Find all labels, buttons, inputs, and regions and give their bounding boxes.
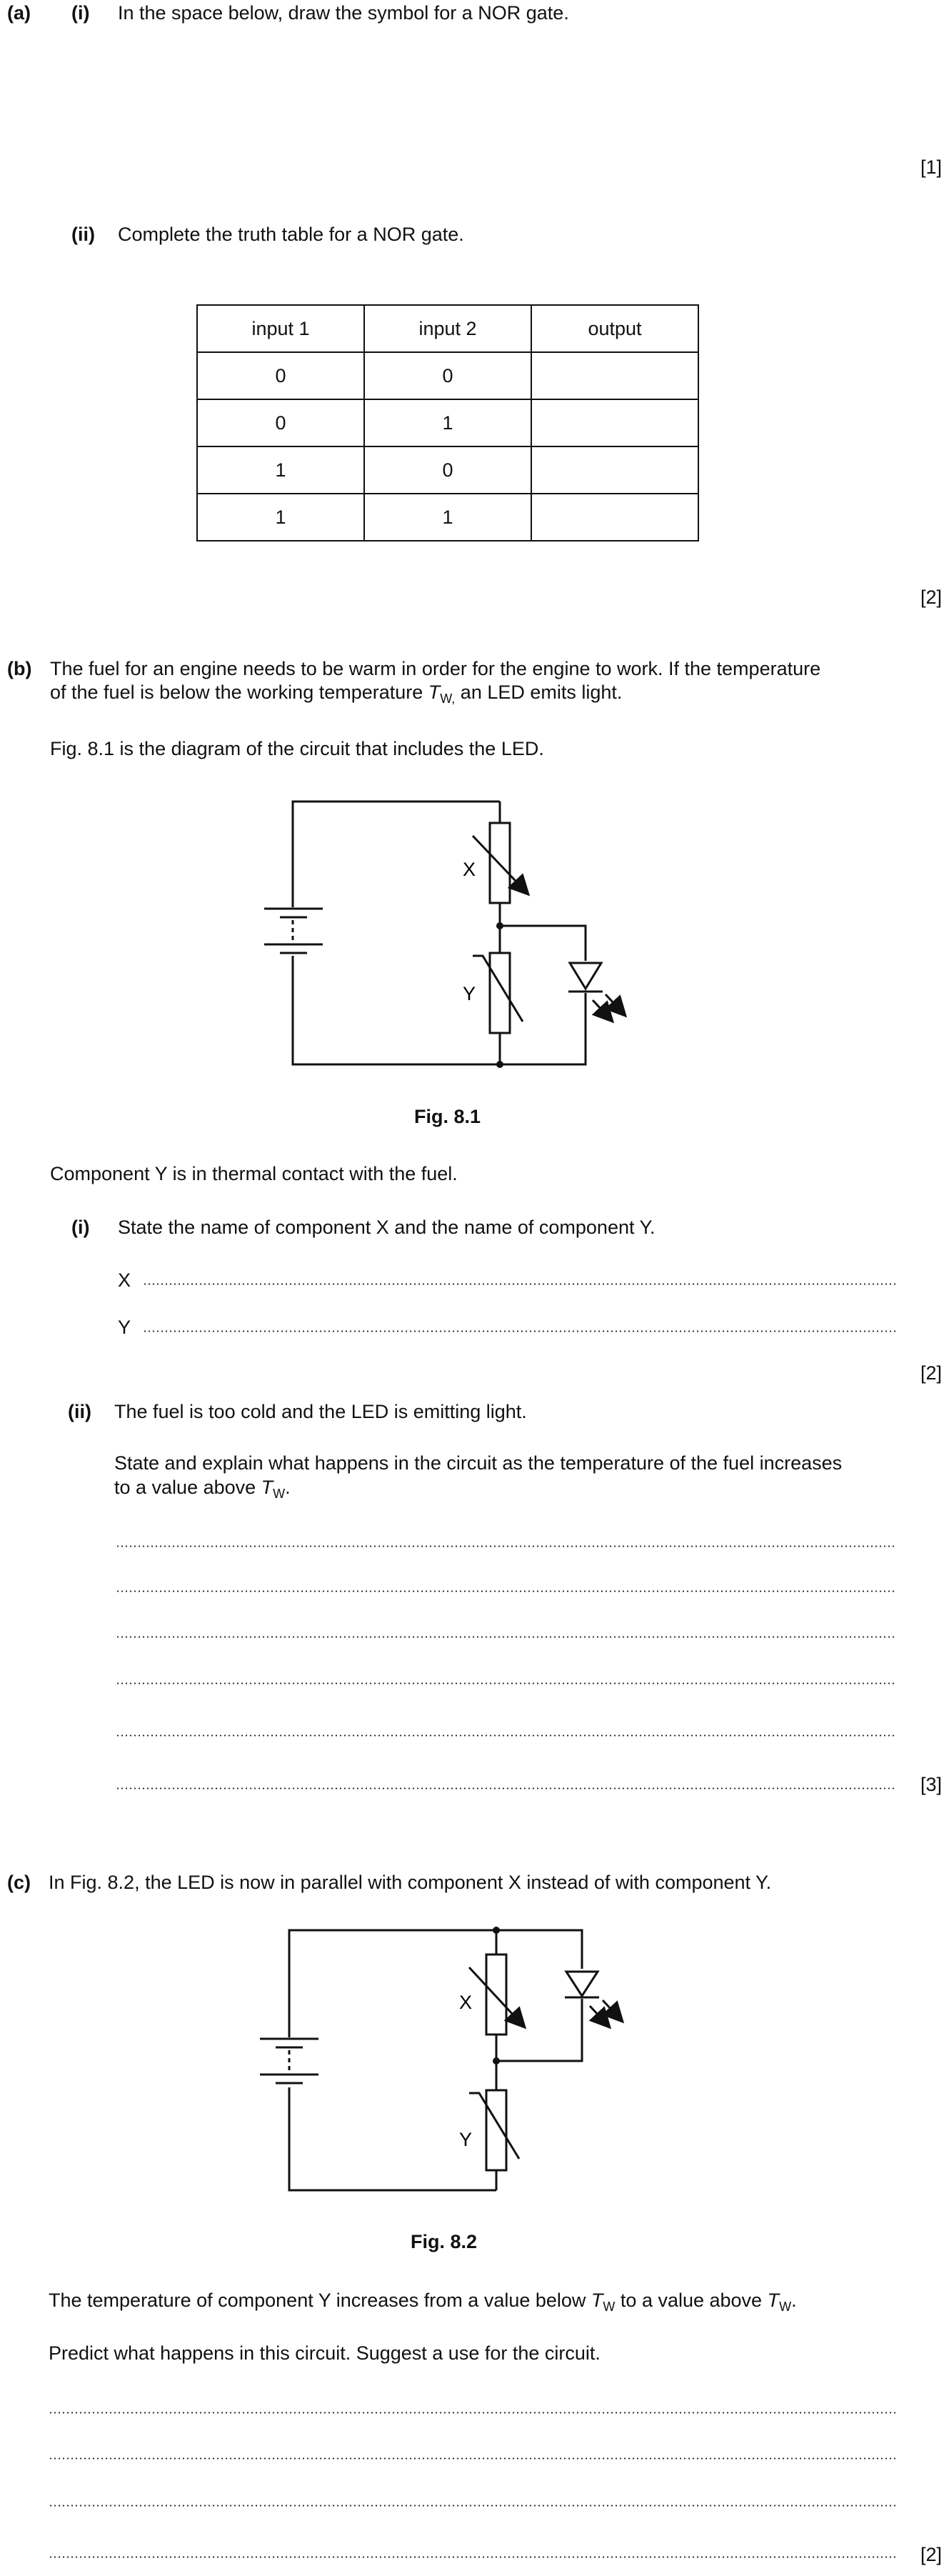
answer-line[interactable] [116,1590,895,1592]
truth-table-output-cell[interactable] [531,446,698,494]
fig-8-1-caption: Fig. 8.1 [414,1106,481,1127]
truth-table-row [197,494,698,541]
part-b-ii-question-line2: to a value above $T_W$. [114,1477,291,1501]
part-b-ii-statement: The fuel is too cold and the LED is emitting light. [114,1401,527,1422]
part-a-ii-marks: [2] [920,586,942,608]
part-c-temperature-text: The temperature of component Y increases from a value below $T_W$ to a value above $T_W$. [49,2290,797,2314]
truth-table-row [197,399,698,446]
part-c-intro: In Fig. 8.2, the LED is now in parallel with component X instead of with component Y. [49,1872,772,1893]
truth-table-output-cell[interactable] [531,352,698,399]
answer-line-y[interactable] [143,1330,898,1332]
truth-table-cell: 1 [197,446,364,494]
answer-line-x[interactable] [143,1283,898,1285]
part-b-i-question: State the name of component X and the name of component Y. [118,1217,656,1238]
part-b-thermal-text: Component Y is in thermal contact with the fuel. [50,1163,458,1184]
truth-table-cell: 1 [197,494,364,541]
part-a-ii-label: (ii) [71,224,95,245]
truth-table-cell: 0 [364,352,531,399]
answer-line[interactable] [116,1787,895,1789]
truth-table-cell: 0 [197,352,364,399]
truth-table-row [197,446,698,494]
part-a-ii-question: Complete the truth table for a NOR gate. [118,224,464,245]
answer-line[interactable] [116,1682,895,1684]
truth-table-cell: 1 [364,494,531,541]
part-b-i-label: (i) [71,1217,90,1238]
part-a-i-label: (i) [71,2,90,24]
answer-line[interactable] [49,2556,895,2558]
truth-table-header: input 1 [197,305,364,352]
answer-line[interactable] [49,2505,895,2507]
truth-table-cell: 0 [197,399,364,446]
answer-line[interactable] [49,2457,895,2460]
answer-y-label: Y [118,1317,131,1338]
answer-line[interactable] [116,1734,895,1737]
answer-x-label: X [118,1269,131,1291]
truth-table-header: input 2 [364,305,531,352]
truth-table-header-row [197,305,698,352]
part-a-i-marks: [1] [920,156,942,178]
truth-table-output-cell[interactable] [531,494,698,541]
nor-truth-table [196,304,699,541]
part-a-i-question: In the space below, draw the symbol for a NOR gate. [118,2,569,24]
part-c-label: (c) [7,1872,31,1893]
part-b-ii-question-line1: State and explain what happens in the circuit as the temperature of the fuel increases [114,1452,843,1474]
part-c-predict-question: Predict what happens in this circuit. Suggest a use for the circuit. [49,2342,601,2364]
part-c-marks: [2] [920,2544,942,2565]
answer-line[interactable] [49,2412,895,2414]
truth-table-output-cell[interactable] [531,399,698,446]
circuit-diagram-fig-8-1 [243,786,650,1086]
part-a-label: (a) [7,2,31,24]
answer-line[interactable] [116,1636,895,1638]
fig-8-2-caption: Fig. 8.2 [411,2231,478,2252]
truth-table-cell: 1 [364,399,531,446]
circuit-diagram-fig-8-2 [243,1914,650,2215]
part-b-intro-line2: of the fuel is below the working temperature $T_{W,}$ an LED emits light. [50,682,623,706]
part-b-i-marks: [2] [920,1362,942,1384]
truth-table-cell: 0 [364,446,531,494]
part-b-label: (b) [7,658,32,679]
component-x-label: X [463,859,476,880]
component-y-label: Y [459,2129,473,2150]
answer-line[interactable] [116,1545,895,1547]
truth-table-header: output [531,305,698,352]
part-b-intro-line1: The fuel for an engine needs to be warm in order for the engine to work. If the temperature [50,658,821,679]
part-b-ii-label: (ii) [68,1401,91,1422]
component-x-label: X [459,1992,473,2013]
component-y-label: Y [463,983,476,1004]
part-b-fig-intro: Fig. 8.1 is the diagram of the circuit that includes the LED. [50,738,544,759]
truth-table-row [197,352,698,399]
part-b-ii-marks: [3] [920,1774,942,1795]
